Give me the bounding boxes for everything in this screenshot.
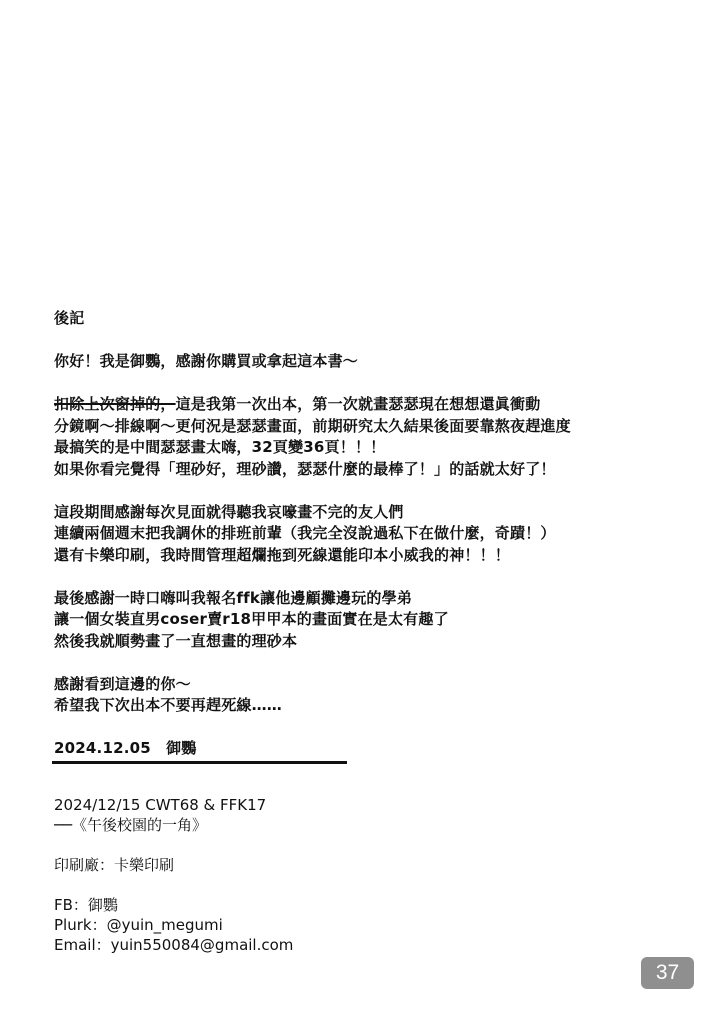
para2-line1: 這段期間感謝每次見面就得聽我哀嚎畫不完的友人們 — [54, 502, 404, 521]
afterword-heading: 後記 — [54, 309, 85, 327]
para1-line2: 分鏡啊～排線啊～更何況是瑟瑟畫面，前期研究太久結果後面要靠熬夜趕進度 — [54, 416, 571, 435]
para1-line4: 如果你看完覺得「理砂好，理砂讚，瑟瑟什麼的最棒了！」的話就太好了！ — [54, 459, 556, 478]
para4-line2: 希望我下次出本不要再趕死線…… — [54, 696, 283, 714]
printer-line: 印刷廠：卡樂印刷 — [54, 856, 175, 874]
para2-line3: 還有卡樂印刷，我時間管理超爛拖到死線還能印本小威我的神！！！ — [54, 545, 511, 564]
colophon-section — [54, 795, 654, 955]
para3-line1: 最後感謝一時口嗨叫我報名ffk讓他邊顧攤邊玩的學弟 — [54, 588, 413, 607]
book-title-line: ──《午後校園的一角》 — [54, 816, 208, 834]
section-divider — [52, 761, 347, 764]
event-line: 2024/12/15 CWT68 & FFK17 — [54, 796, 267, 814]
para3-line3: 然後我就順勢畫了一直想畫的理砂本 — [54, 631, 298, 650]
para4-line1: 感謝看到這邊的你～ — [54, 674, 191, 693]
para1-line1-rest: 這是我第一次出本，第一次就畫瑟瑟現在想想還眞衝動 — [175, 395, 541, 413]
greeting-line: 你好！我是御鸚，感謝你購買或拿起這本書～ — [54, 352, 359, 370]
afterword-section — [54, 308, 694, 760]
para1-line1 — [54, 394, 694, 416]
para2-line2: 連續兩個週末把我調休的排班前輩（我完全沒說過私下在做什麼，奇蹟！） — [54, 524, 556, 542]
fb-contact: FB：御鸚 — [54, 896, 118, 914]
email-contact: Email：yuin550084@gmail.com — [54, 936, 294, 954]
page-number-badge: 37 — [641, 957, 694, 989]
para3-line2: 讓一個女裝直男coser賣r18甲甲本的畫面實在是太有趣了 — [54, 610, 449, 628]
struck-text: 扣除上次窗掉的， — [54, 395, 176, 413]
signature-line: 2024.12.05 御鸚 — [54, 739, 197, 757]
plurk-contact: Plurk：@yuin_megumi — [54, 916, 223, 934]
para1-line3: 最搞笑的是中間瑟瑟畫太嗨，32頁變36頁！！！ — [54, 438, 386, 456]
